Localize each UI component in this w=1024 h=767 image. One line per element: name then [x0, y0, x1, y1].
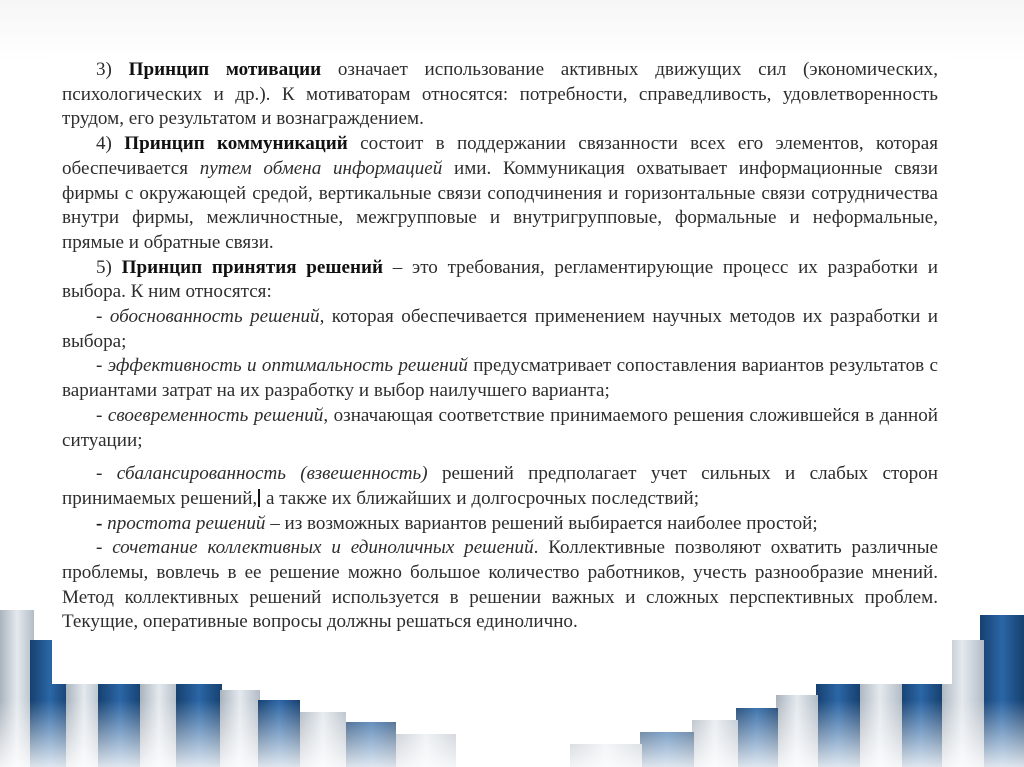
list-dash: -	[96, 537, 113, 559]
paragraph-communications	[62, 132, 938, 256]
item-term: простота решений	[107, 512, 266, 534]
paragraph-number: 4)	[96, 133, 112, 155]
list-item-combination	[62, 536, 938, 635]
italic-phrase: путем обмена информацией	[199, 157, 443, 179]
item-term: обоснованность решений	[109, 306, 320, 328]
item-text: , означающая соответствие принимаемого решения сложившейся в данной ситуации;	[62, 404, 938, 451]
paragraph-number: 3)	[96, 59, 112, 80]
paragraph-number: 5)	[96, 256, 112, 278]
list-item-substantiation	[62, 305, 938, 354]
text-cursor	[258, 489, 260, 507]
item-term: сочетание коллективных и единоличных решений	[112, 537, 534, 559]
paragraph-text: состоит в поддержании связанности всех его элементов, которая обеспечивается	[62, 133, 938, 179]
list-dash: -	[96, 463, 117, 485]
paragraph-text: ими. Коммуникация охватывает информационные связи фирмы с окружающей средой, вертикальные связи соподчинения и горизонтальные связи сотрудничества внутри фирмы, межличностные, межгрупповые и внутригрупповые, формальные и неформальные, прямые и обратные связи.	[62, 157, 938, 253]
principle-term: Принцип мотивации	[128, 59, 322, 80]
paragraph-text: означает использование активных движущих сил (экономических, психологических и др.). К мотиваторам относятся: потребности, справедливость, удовлетворенность трудом, его результатом и вознаграждением.	[62, 59, 938, 130]
item-term: сбалансированность (взвешенность)	[116, 463, 428, 485]
list-item-efficiency	[62, 354, 938, 403]
principle-term: Принцип принятия решений	[121, 256, 383, 278]
list-dash: -	[96, 404, 108, 426]
list-item-balance	[62, 462, 938, 511]
principle-term: Принцип коммуникаций	[124, 133, 348, 155]
document-text	[62, 58, 938, 635]
paragraph-motivation	[62, 58, 938, 132]
item-text: , которая обеспечивается применением научных методов их разработки и выбора;	[62, 306, 939, 352]
list-dash: -	[96, 512, 108, 534]
item-text: . Коллективные позволяют охватить различные проблемы, вовлечь в ее решение можно большое количество работников, учесть разнообразие мнений. Метод коллективных решений используется в решении важных и сложных перспективных проблем. Текущие, оперативные вопросы должны решаться единолично.	[62, 537, 938, 633]
list-item-timeliness	[62, 404, 938, 453]
document-page	[52, 52, 952, 684]
list-item-simplicity	[62, 512, 938, 537]
paragraph-decisions	[62, 256, 938, 305]
item-text: предусматривает сопоставления вариантов результатов с вариантами затрат на их разработку и выбор наилучшего варианта;	[62, 355, 938, 402]
list-dash: -	[96, 355, 108, 377]
item-text: а также их ближайших и долгосрочных последствий;	[261, 487, 700, 509]
list-dash: -	[96, 306, 110, 328]
item-text: решений предполагает учет сильных и слабых сторон принимаемых решений,	[62, 463, 938, 509]
item-term: эффективность и оптимальность решений	[107, 355, 468, 377]
item-term: своевременность решений	[107, 404, 324, 426]
paragraph-text: – это требования, регламентирующие процесс их разработки и выбора. К ним относятся:	[62, 256, 938, 303]
item-text: – из возможных вариантов решений выбирается наиболее простой;	[265, 512, 818, 534]
